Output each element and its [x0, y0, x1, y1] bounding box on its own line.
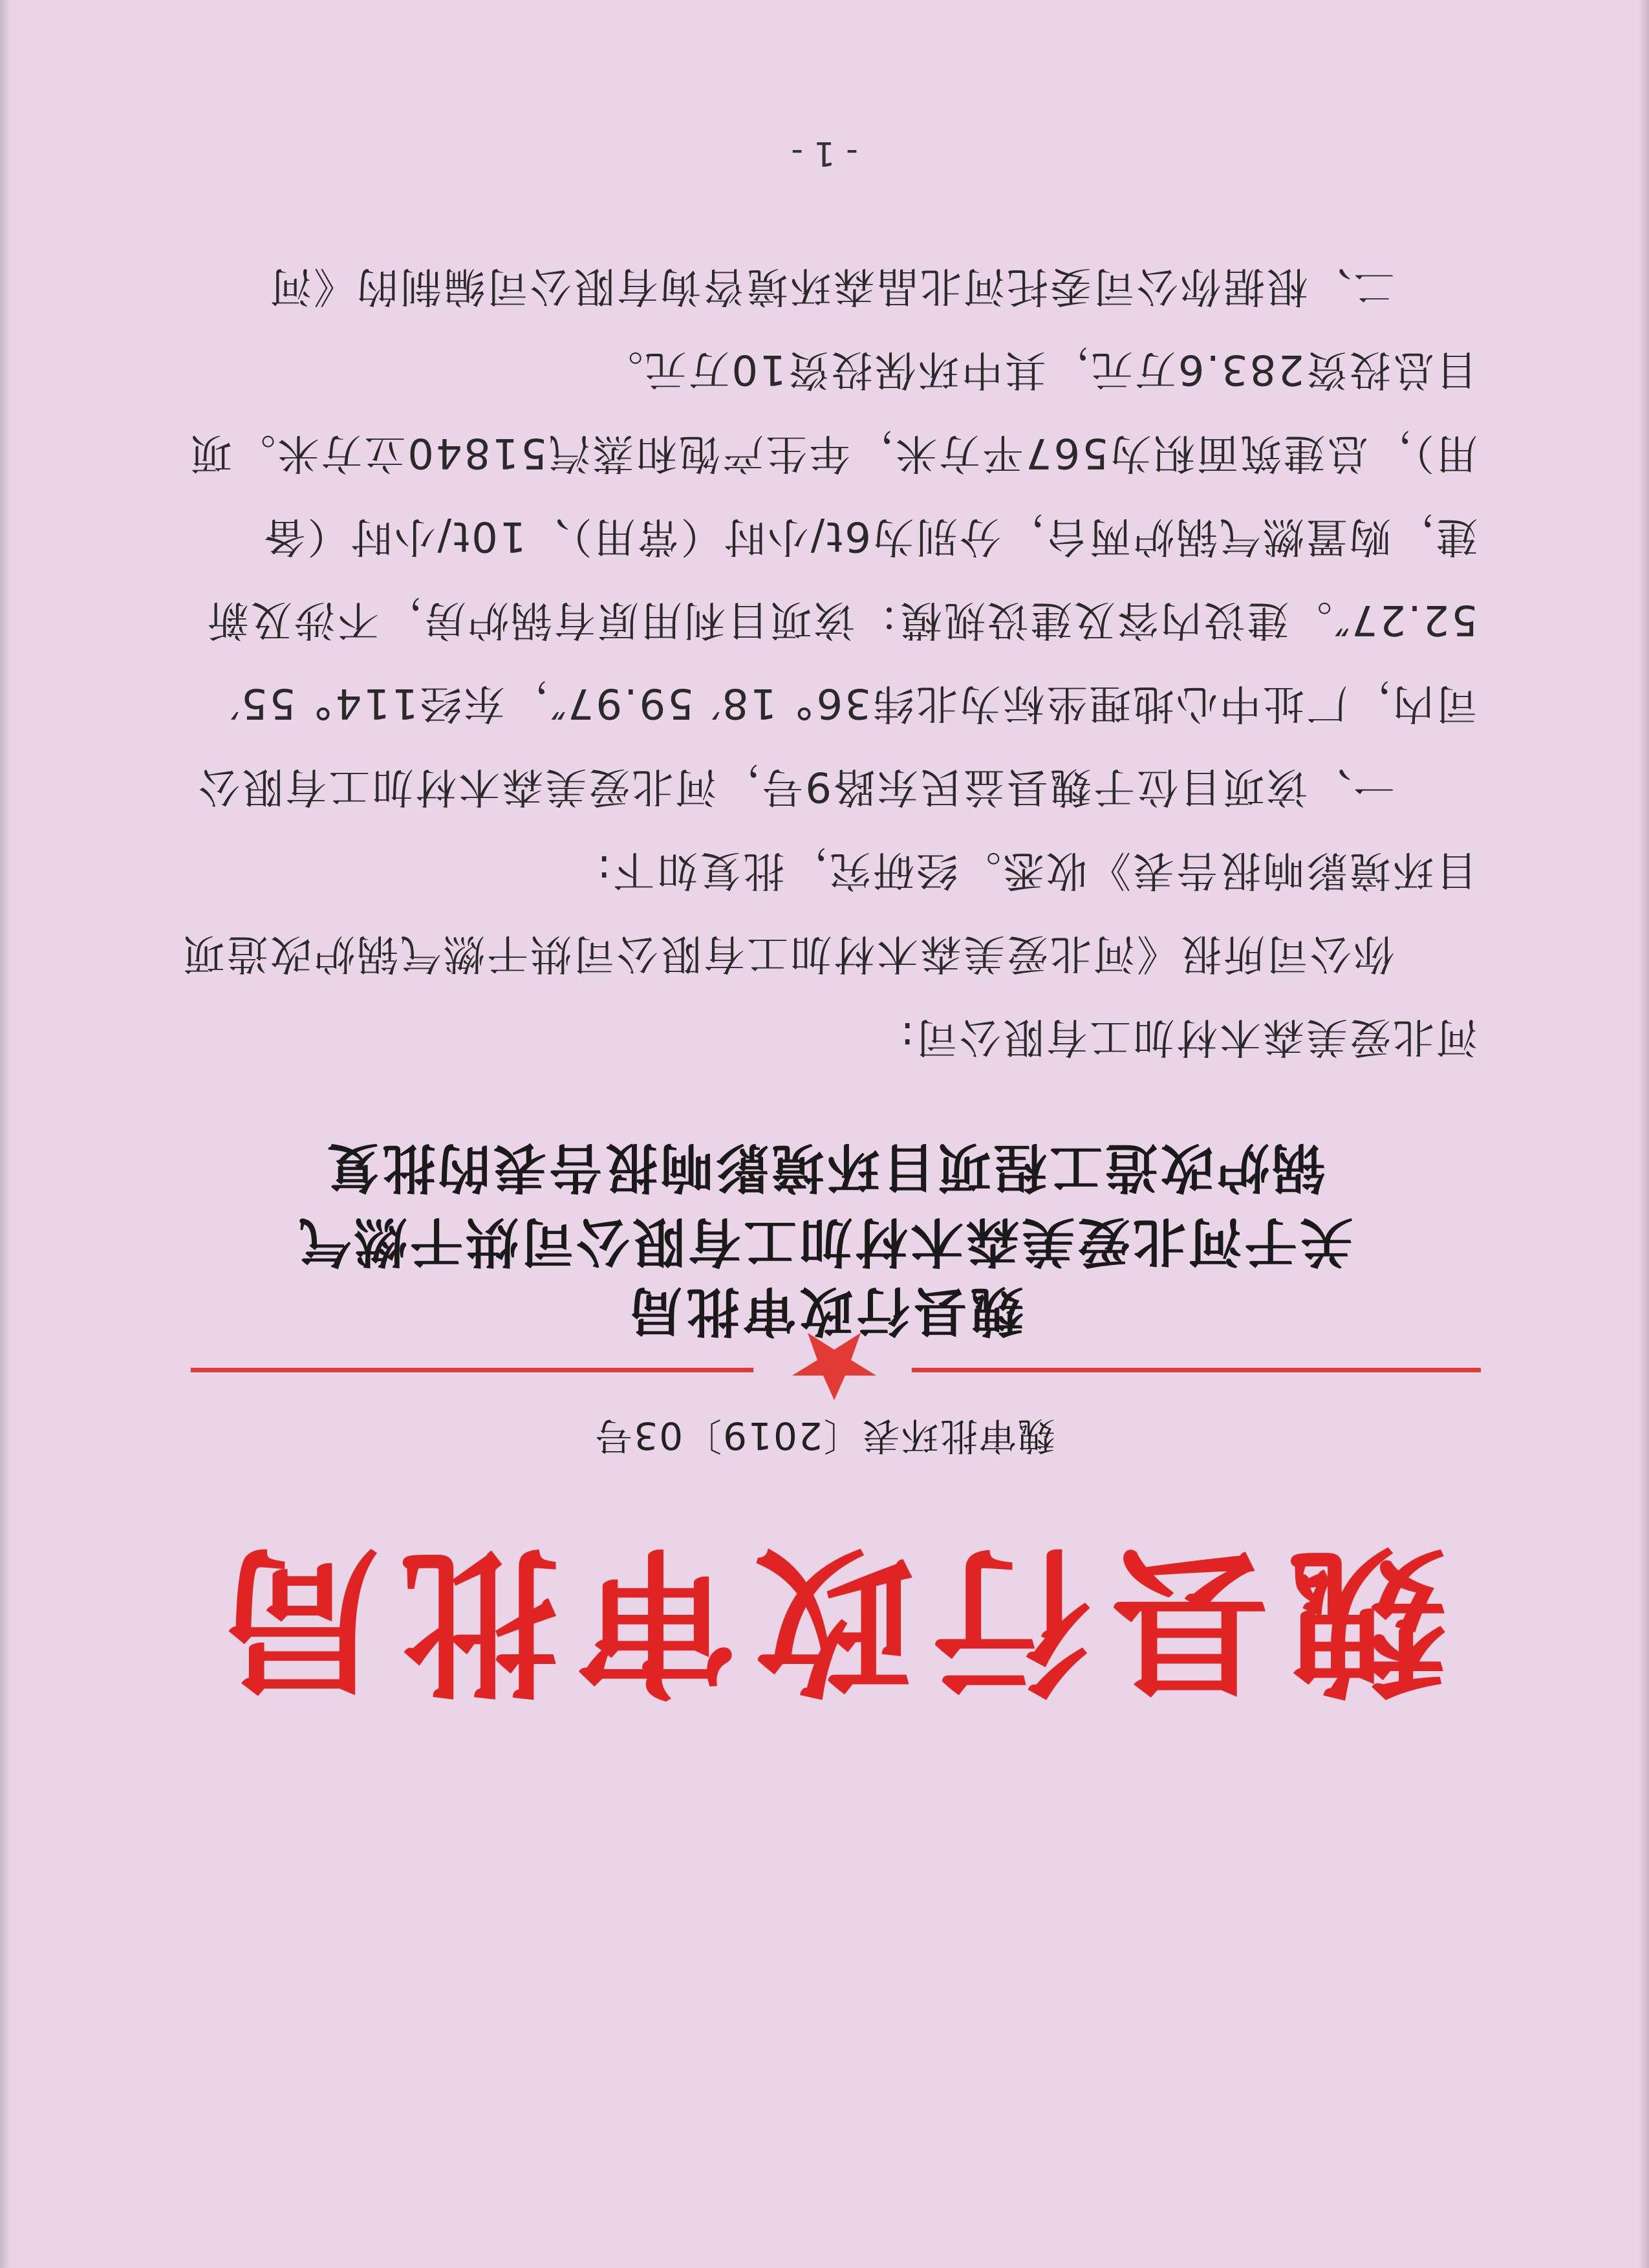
subject-line-1: 关于河北爱美森木材加工有限公司烘干燃气	[296, 1211, 1353, 1272]
body-paragraph-3: 二、根据你公司委托河北晶森环境咨询有限公司编制的《河	[268, 262, 1395, 310]
page-number: - 1 -	[791, 134, 858, 173]
subject-line-2: 锅炉改造工程项目环境影响报告表的批复	[324, 1136, 1326, 1198]
salutation: 河北爱美森木材加工有限公司:	[898, 1013, 1478, 1061]
document-body	[171, 244, 1478, 1078]
document-subject	[0, 1130, 1649, 1279]
body-paragraph-2: 一、该项目位于魏县益民东路9号，河北爱美森木材加工有限公司内，厂址中心地理坐标为北纬36° 18′ 59.97″，东经114° 55′ 52.27″。建设内容及建设规模：该项目利用原有锅炉房，不涉及新建，购置燃气锅炉两台，分别为6t/小时（常用）、10t/小时（备用），总建筑面积为567平方米，年生产饱和蒸汽51840立方米。项目总投资283.6万元，其中环保投资10万元。	[189, 345, 1478, 810]
document-number: 魏审批环表〔2019〕03号	[594, 1414, 1055, 1458]
red-rule-right	[191, 1368, 753, 1372]
header-title: 魏县行政审批局	[202, 1527, 1447, 1713]
body-paragraph-1: 你公司所报《河北爱美森木材加工有限公司烘干燃气锅炉改造项目环境影响报告表》收悉。经研究，批复如下:	[182, 846, 1478, 977]
red-rule-left	[912, 1368, 1481, 1372]
issuer-name: 魏县行政审批局	[625, 1280, 1024, 1341]
